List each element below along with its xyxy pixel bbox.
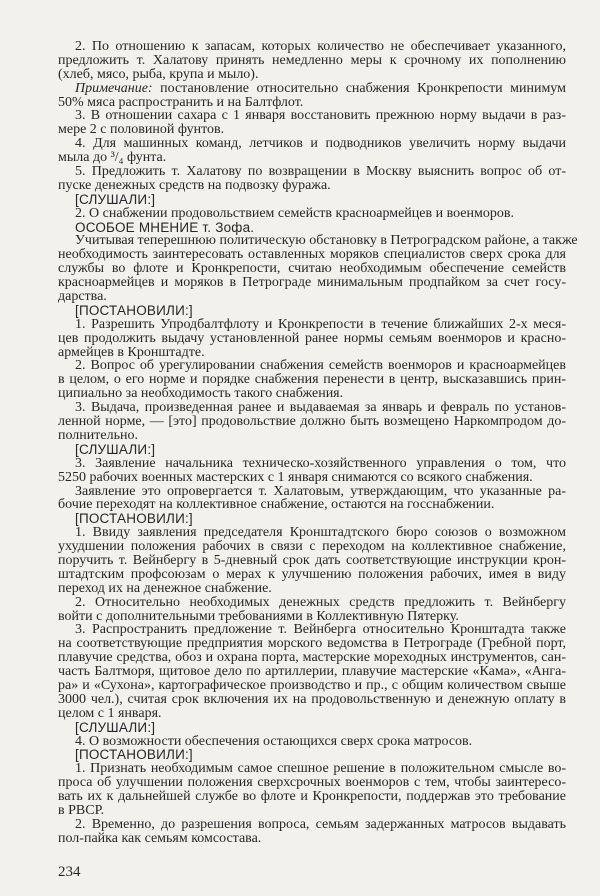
text-line: 1. Признать необходимым самое спешное решение в положительном смысле во-	[75, 761, 566, 777]
text-line: 50% мяса распространить и на Балтфлот.	[58, 94, 304, 110]
text-line: бочие переходят на коллективное снабжение, остаются на госснабжении.	[58, 497, 495, 513]
text-line: [ПОСТАНОВИЛИ:]	[75, 747, 193, 763]
paragraph	[58, 359, 566, 401]
text-line: 3. Выдача, произведенная ранее и выдаваемая за январь и февраль по установ-	[75, 400, 566, 416]
document-page-text	[58, 39, 578, 846]
paragraph	[58, 401, 566, 443]
paragraph	[58, 137, 566, 165]
text-line: проса об улучшении положения сверхсрочных военморов с тем, чтобы заинтересо-	[58, 775, 566, 791]
text-line: предложить т. Халатову принять немедленно меры к срочному их пополнению	[58, 52, 566, 68]
text-line: армейцев в Кронштадте.	[58, 344, 205, 360]
text-line: службы во флоте и Кронкрепости, считаю необходимым обеспечение семейств	[58, 261, 566, 277]
text-line: ухудшении положения рабочих в связи с переходом на коллективное снабжение,	[58, 539, 566, 555]
text-line: 3. В отношении сахара с 1 января восстановить прежнюю норму выдачи в раз-	[75, 108, 566, 124]
paragraph	[58, 165, 566, 193]
section-label	[58, 721, 566, 735]
text-line: Заявление это опровергается т. Халатовым, утверждающим, что указанные ра-	[75, 483, 566, 499]
text-line: 5250 рабочих военных мастерских с 1 января снимаются со всякого снабжения.	[58, 469, 533, 485]
paragraph	[58, 40, 566, 82]
text-line: 1. Разрешить Упродбалтфлоту и Кронкрепости в течение ближайших 2-х меся-	[75, 316, 566, 332]
text-line: ленной норме, — [это] продовольствие должно быть возмещено Наркомпродом до-	[58, 414, 566, 430]
text-line: плавучие средства, обоз и охрана порта, мастерские мореходных инструментов, сан-	[58, 650, 566, 666]
paragraph	[58, 762, 566, 818]
paragraph	[58, 109, 566, 137]
text-line: войти с дополнительными требованиями в Коллективную Пятерку.	[58, 608, 459, 624]
text-line: пуске денежных средств на подвозку фуража.	[58, 177, 331, 193]
text-line: поручить т. Вейнбергу в 5-дневный срок дать соответствующие инструкции крон-	[58, 552, 566, 568]
text-line: красноармейцев и моряков в Петрограде минимальным продпайком за счет госу-	[58, 275, 566, 291]
text-line: вать их к дальнейшей службе во флоте и Кронкрепости, поддержав это требование	[58, 789, 566, 805]
text-line: [СЛУШАЛИ:]	[75, 441, 156, 457]
paragraph	[58, 735, 566, 749]
text-line: 3. Распространить предложение т. Вейнберга относительно Кронштадта также	[75, 622, 566, 638]
text-line: 5. Предложить т. Халатову по возвращении в Москву выяснить вопрос об от-	[75, 164, 566, 180]
text-line: штадтским профсоюзам о мерах к улучшению положения рабочих, имея в виду	[58, 566, 566, 582]
text-line: целом с 1 января.	[58, 705, 162, 721]
text-line: [СЛУШАЛИ:]	[75, 191, 156, 207]
text-line: ОСОБОЕ МНЕНИЕ т. Зофа.	[75, 219, 255, 235]
paragraph	[58, 233, 578, 305]
text-line: полнительно.	[58, 427, 138, 443]
text-line: Учитывая теперешнюю политическую обстановку в Петроградском районе, а также	[75, 233, 578, 249]
text-line: на соответствующие предприятия морского ведомства в Петрограде (Гребной порт,	[58, 636, 566, 652]
text-line: часть Балтморя, щитовое дело по артиллерии, плавучие мастерские «Кама», «Анга-	[58, 664, 566, 680]
text-line: переход их на денежное снабжение.	[58, 580, 272, 596]
paragraph	[58, 82, 566, 110]
text-line: необходимость заинтересовать оставленных моряков специалистов сверх срока для	[58, 247, 566, 263]
paragraph	[58, 623, 566, 720]
text-line: дарства.	[58, 289, 107, 305]
text-line: 2. Вопрос об урегулировании снабжения семейств военморов и красноармейцев	[75, 358, 566, 374]
text-line: 2. Временно, до разрешения вопроса, семьям задержанных матросов выдавать	[75, 816, 566, 832]
text-line: мыла до ³/₄ фунта.	[58, 150, 167, 166]
text-line: [СЛУШАЛИ:]	[75, 719, 156, 735]
text-line: в целом, о его норме и порядке снабжения перенести в центр, высказавшись прин-	[58, 372, 566, 388]
text-line: ципиально за необходимость такого снабжения.	[58, 386, 344, 402]
text-line: 2. О снабжении продовольствием семейств красноармейцев и военморов.	[75, 205, 514, 221]
text-line: ра» и «Сухона», картографическое производство и пр., с общим количеством свыше	[58, 677, 566, 693]
text-line: 4. О возможности обеспечения остающихся сверх срока матросов.	[75, 733, 473, 749]
text-line: пол-пайка как семьям комсостава.	[58, 830, 262, 846]
text-line: цев продолжить выдачу установленной ранее нормы семьям военморов и красно-	[58, 330, 566, 346]
section-label	[58, 443, 566, 457]
section-label	[58, 221, 566, 235]
paragraph	[58, 596, 566, 624]
section-label	[58, 304, 566, 318]
section-label	[58, 193, 566, 207]
text-line: [ПОСТАНОВИЛИ:]	[75, 302, 193, 318]
text-line: 2. По отношению к запасам, которых количество не обеспечивает указанного,	[75, 39, 566, 54]
text-line: 4. Для машинных команд, летчиков и подводников увеличить норму выдачи	[75, 136, 566, 152]
text-line: в РВСР.	[58, 802, 105, 818]
note-lead: Примечание:	[75, 80, 153, 96]
section-label	[58, 512, 566, 526]
text-line: [ПОСТАНОВИЛИ:]	[75, 511, 193, 527]
text-line: 3000 чел.), считая срок включения их на продовольственную и денежную оплату в	[58, 691, 566, 707]
text-line: мере 2 с половиной фунтов.	[58, 122, 225, 138]
text-line: 2. Относительно необходимых денежных средств предложить т. Вейнбергу	[75, 594, 566, 610]
text-line: 3. Заявление начальника техническо-хозяйственного управления о том, что	[75, 455, 566, 471]
text-line: 1. Ввиду заявления председателя Кронштадтского бюро союзов о возможном	[75, 525, 566, 541]
paragraph	[58, 207, 566, 221]
page-number: 234	[58, 864, 81, 880]
paragraph	[58, 318, 566, 360]
note-text: постановление относительно снабжения Кронкрепости минимум	[152, 80, 566, 96]
paragraph	[58, 526, 566, 595]
paragraph	[58, 818, 566, 846]
text-line: (хлеб, мясо, рыба, крупа и мыло).	[58, 66, 259, 82]
paragraph	[58, 485, 566, 513]
paragraph	[58, 457, 566, 485]
section-label	[58, 748, 566, 762]
text-line	[58, 82, 566, 96]
